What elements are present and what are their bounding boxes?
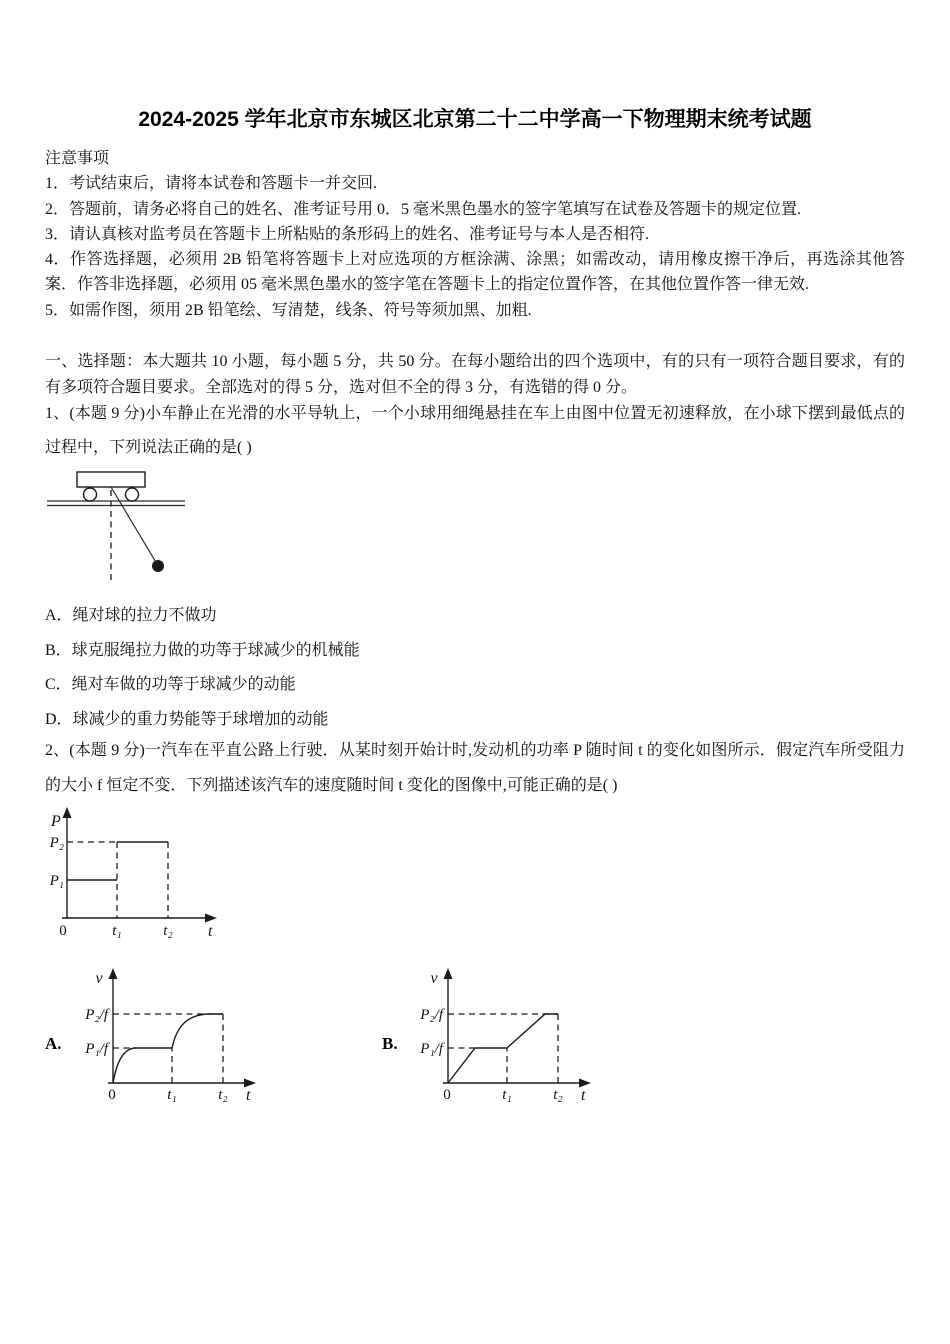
page-title: 2024-2025 学年北京市东城区北京第二十二中学高一下物理期末统考试题	[138, 108, 812, 131]
velocity-graph-b	[405, 966, 600, 1116]
x-tick-t1: t₁	[167, 1087, 177, 1103]
notice-heading: 注意事项	[45, 150, 110, 167]
y-axis-arrow	[444, 968, 453, 979]
x-tick-t2: t₂	[553, 1087, 563, 1103]
cart-body	[77, 472, 145, 487]
x-axis-label: t	[246, 1087, 251, 1104]
x-tick-t2: t₂	[218, 1087, 228, 1103]
notice-item-5: 5．如需作图，须用 2B 铅笔绘、写清楚，线条、符号等须加黑、加粗.	[45, 301, 532, 319]
velocity-line-segment-2	[507, 1014, 558, 1048]
x-tick-t2: t₂	[163, 923, 173, 939]
y-axis-label: v	[430, 970, 438, 987]
y-tick-p2f: P₂/f	[420, 1007, 443, 1023]
velocity-graph-a	[70, 966, 265, 1116]
y-axis-arrow	[109, 968, 118, 979]
answer-graphs-row	[45, 966, 600, 1116]
origin-label: 0	[59, 923, 67, 939]
y-axis-arrow	[63, 807, 72, 818]
option-b-graph-label: B.	[382, 1034, 398, 1053]
y-tick-p2: P₂	[49, 835, 64, 851]
y-axis-label: v	[95, 970, 103, 987]
x-tick-t1: t₁	[112, 923, 122, 939]
power-time-graph	[45, 806, 240, 951]
pendulum-cart-figure	[45, 463, 265, 598]
notice-item-3: 3．请认真核对监考员在答题卡上所粘贴的条形码上的姓名、准考证号与本人是否相符.	[45, 225, 650, 243]
question-1-options	[45, 599, 905, 737]
option-c: C．绳对车做的功等于球减少的动能	[45, 676, 296, 694]
notice-item-1: 1．考试结束后，请将本试卷和答题卡一并交回.	[45, 175, 378, 193]
y-tick-p1f: P₁/f	[420, 1041, 443, 1057]
notice-section	[45, 146, 905, 323]
x-axis-label: t	[581, 1087, 586, 1104]
pendulum-string	[111, 487, 157, 564]
option-a: A．绳对球的拉力不做功	[45, 607, 217, 624]
cart-wheel-left	[84, 488, 97, 501]
option-b: B．球克服绳拉力做的功等于球减少的机械能	[45, 641, 360, 659]
y-tick-p1: P₁	[49, 873, 64, 889]
question-1-text: 1、(本题 9 分)小车静止在光滑的水平导轨上，一个小球用细绳悬挂在车上由图中位置无初速释放，在小球下摆到最低点的过程中，下列说法正确的是( )	[45, 405, 905, 456]
origin-label: 0	[108, 1087, 116, 1103]
velocity-line-segment-1	[448, 1048, 507, 1083]
question-2-text: 2、(本题 9 分)一汽车在平直公路上行驶．从某时刻开始计时,发动机的功率 P 随时间 t 的变化如图所示．假定汽车所受阻力的大小 f 恒定不变．下列描述该汽车的速度随时间 t 变化的图像中,可能正确的是( )	[45, 742, 905, 794]
velocity-curve-segment-2	[172, 1014, 223, 1048]
notice-item-2: 2．答题前，请务必将自己的姓名、准考证号用 0．5 毫米黑色墨水的签字笔填写在试卷及答题卡的规定位置.	[45, 200, 802, 218]
x-axis-label: t	[208, 923, 213, 940]
question-1-block	[45, 397, 905, 465]
velocity-curve-segment-1	[113, 1048, 172, 1083]
question-2-block	[45, 733, 905, 803]
track-lines	[47, 501, 185, 506]
section-1-heading-block	[45, 349, 905, 400]
notice-item-4: 4．作答选择题，必须用 2B 铅笔将答题卡上对应选项的方框涂满、涂黑；如需改动，请用橡皮擦干净后，再选涂其他答案．作答非选择题，必须用 05 毫米黑色墨水的签字笔在答题卡上的指定位置作答，在其他位置作答一律无效.	[45, 251, 905, 294]
option-a-graph-label: A.	[45, 1034, 62, 1053]
y-tick-p2f: P₂/f	[85, 1007, 108, 1023]
y-axis-label: P	[51, 813, 61, 830]
section-1-heading: 一、选择题：本大题共 10 小题，每小题 5 分，共 50 分。在每小题给出的四个选项中，有的只有一项符合题目要求，有的有多项符合题目要求。全部选对的得 5 分，选对但不全的得 3 分，有选错的得 0 分。	[45, 353, 905, 396]
pendulum-ball	[152, 560, 164, 572]
option-d: D．球减少的重力势能等于球增加的动能	[45, 710, 329, 728]
x-tick-t1: t₁	[502, 1087, 512, 1103]
origin-label: 0	[443, 1087, 451, 1103]
y-tick-p1f: P₁/f	[85, 1041, 108, 1057]
x-axis-arrow	[205, 914, 217, 923]
cart-wheel-right	[126, 488, 139, 501]
